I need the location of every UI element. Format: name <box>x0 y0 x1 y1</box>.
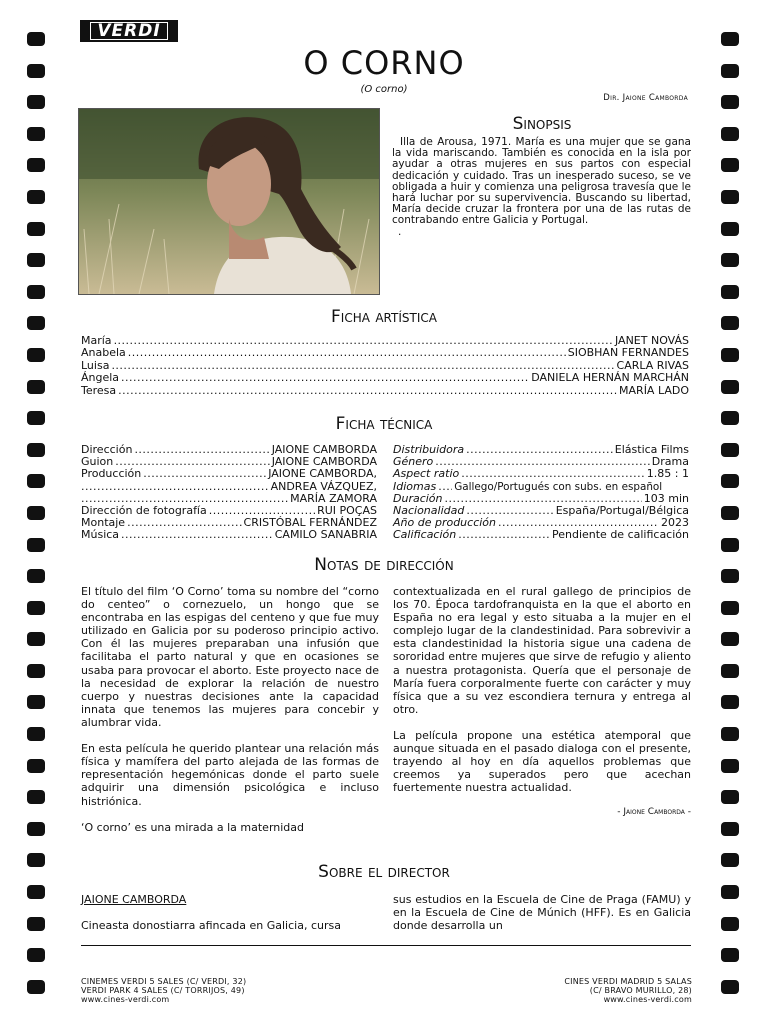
crew-value: CRISTÓBAL FERNÁNDEZ <box>243 516 377 530</box>
director-bio-cont: sus estudios en la Escuela de Cine de Praga (FAMU) y en la Escuela de Cine de Múnich (HFF). Es en Galicia donde desarrolla un <box>393 893 691 933</box>
perforation <box>27 601 45 615</box>
tech-value: Elástica Films <box>614 443 689 456</box>
perforation <box>27 443 45 457</box>
perforation <box>721 474 739 488</box>
footer-line: CINES VERDI MADRID 5 SALAS <box>564 977 692 986</box>
cast-row <box>81 347 689 359</box>
perforation <box>721 759 739 773</box>
sinopsis-text <box>392 137 691 238</box>
notas-column-right <box>393 585 691 819</box>
perforation <box>721 127 739 141</box>
perforation <box>27 980 45 994</box>
director-name: JAIONE CAMBORDA <box>81 893 187 906</box>
notas-heading: Notas de dirección <box>314 555 454 575</box>
cast-role: María <box>81 334 112 347</box>
perforation <box>721 790 739 804</box>
perforation <box>27 664 45 678</box>
leader-dots <box>114 335 613 347</box>
perforation <box>27 538 45 552</box>
perforation <box>721 538 739 552</box>
cast-actor: CARLA RIVAS <box>616 358 689 372</box>
crew-key: Música <box>81 528 120 542</box>
logo-text: VERDI <box>90 22 167 40</box>
crew-value: JAIONE CAMBORDA <box>271 455 377 469</box>
perforation <box>27 158 45 172</box>
crew-value: CAMILO SANABRIA <box>274 528 377 542</box>
perforation <box>721 632 739 646</box>
perforation <box>27 222 45 236</box>
director-credit: Dir. Jaione Camborda <box>603 93 688 103</box>
perforation <box>721 443 739 457</box>
ficha-artistica-heading: Ficha artística <box>331 307 437 327</box>
leader-dots <box>435 456 650 468</box>
film-still-image <box>78 108 380 295</box>
perforation <box>27 885 45 899</box>
perforation <box>27 95 45 109</box>
crew-row <box>81 529 377 541</box>
leader-dots <box>81 481 269 493</box>
leader-dots <box>128 347 566 359</box>
notas-paragraph: contextualizada en el rural gallego de principios de los 70. Época tardofranquista en la que el aborto en España no era legal y esto situaba a la mujer en el complejo lugar de la clandestinidad. Para sobrevivir a esta clandestinidad la historia sigue una cadena de sororidad entre mujeres que sirve de refugio y aliento a nuestra protagonista. Quería que el personaje de María fuera corporalmente fuerte con carácter y muy física que a su vez escondiera ternura y entrega al otro. <box>393 585 691 716</box>
tech-key: Año de producción <box>393 516 497 530</box>
perforation <box>27 695 45 709</box>
perforation <box>27 380 45 394</box>
cast-role: Teresa <box>81 383 117 397</box>
leader-dots <box>438 481 452 493</box>
crew-value: MARÍA ZAMORA <box>290 491 377 505</box>
notas-column-left <box>81 585 379 847</box>
crew-value: RUI POÇAS <box>317 503 377 517</box>
perforation <box>721 253 739 267</box>
perforation <box>27 759 45 773</box>
tech-value: Gallego/Portugués con subs. en español <box>454 480 663 493</box>
sinopsis-trailing: . <box>398 225 402 238</box>
tech-row <box>393 529 689 541</box>
tech-key: Género <box>393 455 434 469</box>
tech-value: Pendiente de calificación <box>551 528 689 542</box>
footer-line: CINEMES VERDI 5 SALES (C/ VERDI, 32) <box>81 977 247 986</box>
notas-paragraph: El título del film ‘O Corno’ toma su nombre del “corno do centeo” o cornezuelo, un hongo que se encontraba en las espigas del centeno y que fue muy utilizado en Galicia por su poderoso principio activo. Con él las mujeres preparaban una infusión que facilitaba el parto natural y que en ocasiones se usaba para provocar el aborto. Este proyecto nace de la necesidad de explorar la relación de nuestro cuerpo y nuestras decisiones ante la capacidad innata que tenemos las mujeres para concebir y alumbrar vida. <box>81 585 379 729</box>
perforation <box>721 190 739 204</box>
cast-role: Anabela <box>81 346 126 360</box>
leader-dots <box>466 444 613 456</box>
crew-key: Dirección <box>81 443 133 456</box>
notas-paragraph: La película propone una estética atemporal que aunque situada en el pasado dialoga con el presente, trayendo al hoy en día aquellos problemas que creemos ya superados pero que acechan fuertemente nuestra actualidad. <box>393 729 691 795</box>
perforation <box>721 222 739 236</box>
leader-dots <box>134 444 269 456</box>
director-bio-start: Cineasta donostiarra afincada en Galicia, cursa <box>81 919 341 933</box>
perforation <box>27 253 45 267</box>
crew-row <box>81 468 377 480</box>
perforation <box>721 917 739 931</box>
director-column-left <box>81 893 379 932</box>
perforation <box>27 917 45 931</box>
perforation <box>27 127 45 141</box>
perforation <box>721 158 739 172</box>
perforation <box>721 380 739 394</box>
tech-value: 103 min <box>643 491 689 505</box>
sinopsis-heading: Sinopsis <box>512 114 572 134</box>
director-heading: Sobre el director <box>318 862 450 882</box>
footer-link[interactable]: www.cines-verdi.com <box>81 995 170 1004</box>
perforation <box>27 285 45 299</box>
perforation <box>721 601 739 615</box>
cast-row <box>81 385 689 397</box>
leader-dots <box>143 468 266 480</box>
tech-value: España/Portugal/Bélgica <box>555 503 689 517</box>
footer-line: (C/ BRAVO MURILLO, 28) <box>589 986 692 995</box>
perforation <box>721 822 739 836</box>
perforation <box>721 95 739 109</box>
perforation <box>27 790 45 804</box>
original-title: (O corno) <box>360 84 408 95</box>
perforation <box>27 474 45 488</box>
tech-row <box>393 468 689 480</box>
director-column-right <box>393 893 691 932</box>
crew-key: Producción <box>81 467 142 481</box>
crew-key: Montaje <box>81 516 126 530</box>
notas-signature: - Jaione Camborda - <box>617 806 691 817</box>
perforation <box>721 727 739 741</box>
cast-role: Luisa <box>81 358 110 372</box>
perforation <box>721 980 739 994</box>
verdi-logo <box>80 20 178 42</box>
perforation <box>27 190 45 204</box>
perforation <box>27 727 45 741</box>
footer-left <box>81 977 246 1004</box>
perforation <box>27 948 45 962</box>
leader-dots <box>118 385 617 397</box>
perforation <box>721 664 739 678</box>
tech-key: Calificación <box>393 528 457 542</box>
tech-key: Duración <box>393 491 443 505</box>
leader-dots <box>458 529 550 541</box>
footer-link[interactable]: www.cines-verdi.com <box>603 995 692 1004</box>
divider <box>81 945 691 946</box>
perforation <box>721 695 739 709</box>
crew-value: ANDREA VÁZQUEZ, <box>270 479 377 493</box>
tech-key: Distribuidora <box>393 443 465 456</box>
cast-row <box>81 372 689 384</box>
tech-row <box>393 481 689 493</box>
notas-paragraph: ‘O corno’ es una mirada a la maternidad <box>81 820 305 834</box>
leader-dots <box>461 468 645 480</box>
tech-value: 1.85 : 1 <box>646 467 689 481</box>
cast-actor: MARÍA LADO <box>619 383 689 397</box>
tech-key: Idiomas <box>393 479 437 493</box>
cast-role: Ángela <box>81 371 120 385</box>
crew-value: JAIONE CAMBORDA, <box>268 467 377 481</box>
cast-actor: JANET NOVÁS <box>615 334 689 347</box>
tech-list <box>393 444 689 542</box>
perforation <box>27 632 45 646</box>
perforation <box>27 348 45 362</box>
perforation <box>721 285 739 299</box>
perforation <box>721 885 739 899</box>
footer-line: VERDI PARK 4 SALES (C/ TORRIJOS, 49) <box>81 986 245 995</box>
tech-row <box>393 444 689 456</box>
crew-list <box>81 444 377 542</box>
perforation <box>721 948 739 962</box>
perforation <box>27 822 45 836</box>
still-illustration <box>79 109 379 294</box>
perforation <box>721 506 739 520</box>
tech-key: Nacionalidad <box>393 503 465 517</box>
crew-key: Dirección de fotografía <box>81 503 207 517</box>
cast-actor: SIOBHAN FERNANDES <box>567 346 689 360</box>
perforation <box>27 506 45 520</box>
tech-key: Aspect ratio <box>393 467 460 481</box>
notas-paragraph: En esta película he querido plantear una relación más física y mamífera del parto alejada de las formas de representación hegemónicas donde el parto suele adquirir una dimensión psicológica e incluso histriónica. <box>81 742 379 808</box>
footer-right <box>564 977 692 1004</box>
crew-row <box>81 481 377 493</box>
perforation <box>721 348 739 362</box>
crew-value: JAIONE CAMBORDA <box>271 443 377 456</box>
leader-dots <box>127 517 241 529</box>
cast-list <box>81 335 689 397</box>
cast-actor: DANIELA HERNÁN MARCHÁN <box>531 371 689 385</box>
film-title: O CORNO <box>303 44 465 82</box>
tech-value: Drama <box>651 455 689 469</box>
leader-dots <box>121 529 273 541</box>
ficha-tecnica-heading: Ficha técnica <box>335 414 433 434</box>
sinopsis-body: Illa de Arousa, 1971. María es una mujer que se gana la vida mariscando. También es conocida en la isla por ayudar a otras mujeres en sus partos con especial dedicación y cuidado. Tras un inesperado suceso, se ve obligada a huir y comienza una peligrosa travesía que le hará luchar por su supervivencia. Buscando su libertad, María decide cruzar la frontera por una de las rutas de contrabando entre Galicia y Portugal. <box>392 136 691 227</box>
tech-value: 2023 <box>661 516 689 530</box>
crew-key: Guion <box>81 455 114 469</box>
leader-dots <box>121 372 529 384</box>
